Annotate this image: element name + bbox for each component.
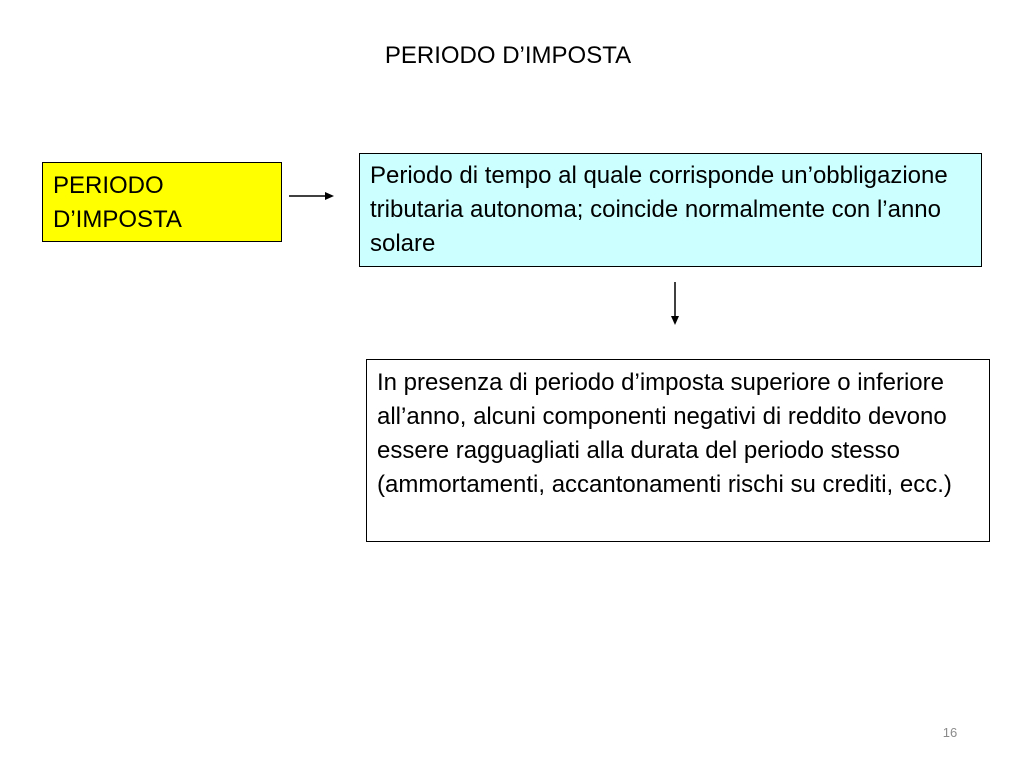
term-box: PERIODO D’IMPOSTA xyxy=(42,162,282,242)
page-number: 16 xyxy=(942,725,958,740)
down-arrow-icon xyxy=(667,282,683,326)
definition-box: Periodo di tempo al quale corrisponde un’obbligazione tributaria autonoma; coincide normalmente con l’anno solare xyxy=(359,153,982,267)
slide-title: PERIODO D’IMPOSTA xyxy=(384,42,632,69)
right-arrow-icon xyxy=(289,188,335,204)
note-box: In presenza di periodo d’imposta superiore o inferiore all’anno, alcuni componenti negativi di reddito devono essere ragguagliati alla durata del periodo stesso (ammortamenti, accantonamenti rischi su crediti, ecc.) xyxy=(366,359,990,542)
